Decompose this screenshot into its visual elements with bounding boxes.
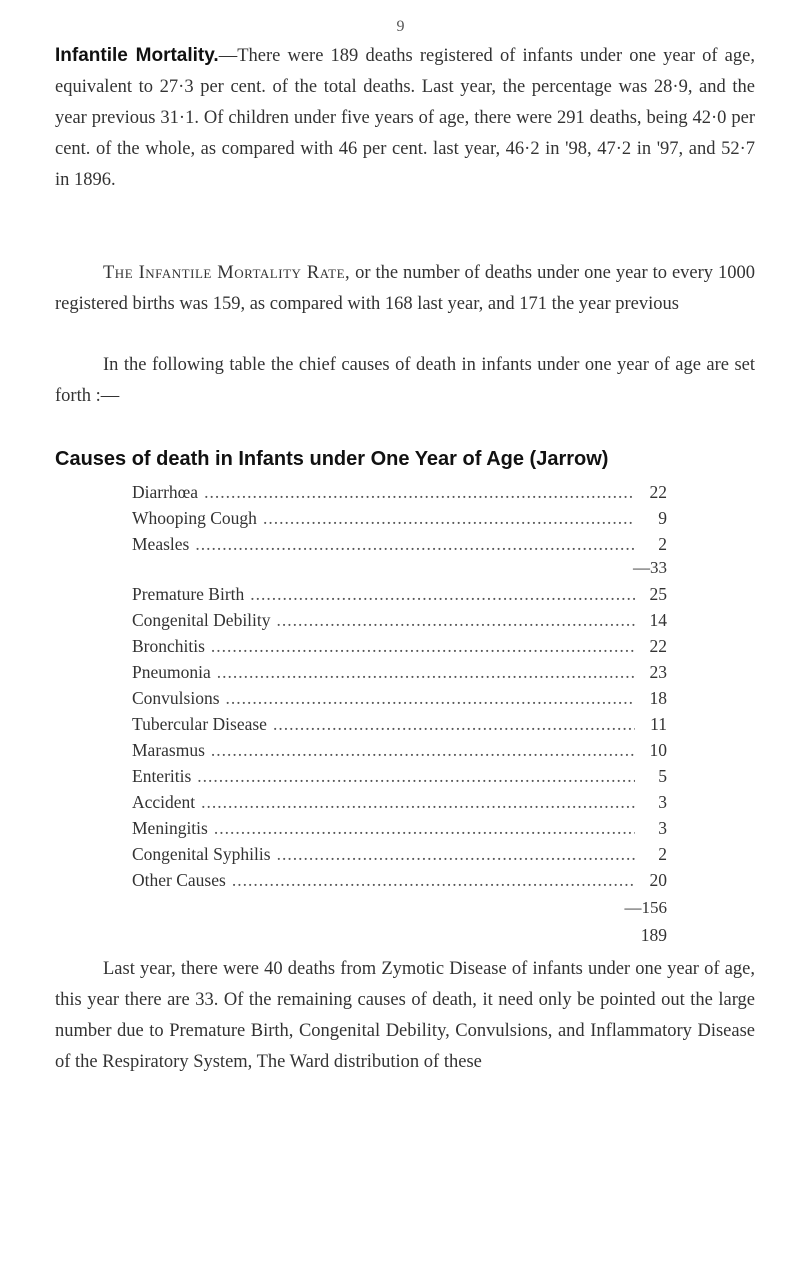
cause-value: 20 <box>649 870 667 890</box>
cause-value: 22 <box>649 482 667 502</box>
leader-dots <box>204 482 635 503</box>
cause-label: Bronchitis <box>132 636 205 656</box>
rate-lead: The Infantile Mortality Rate, <box>103 263 351 283</box>
cause-label: Accident <box>132 792 196 812</box>
cause-label: Pneumonia <box>132 662 211 682</box>
table-row <box>132 662 667 684</box>
page-number: 9 <box>396 18 405 35</box>
cause-value: 9 <box>658 508 667 528</box>
table-row <box>132 844 667 866</box>
table-row <box>132 482 667 504</box>
cause-value: 3 <box>658 818 667 838</box>
cause-label: Other Causes <box>132 870 226 890</box>
paragraph-text: In the following table the chief causes of death in infants under one year of age are set forth :— <box>55 355 755 406</box>
group2-subtotal: —156 <box>624 898 667 917</box>
table-row <box>132 636 667 658</box>
cause-label: Diarrhœa <box>132 482 199 502</box>
cause-label: Premature Birth <box>132 584 245 604</box>
leader-dots <box>250 584 635 605</box>
paragraph-infantile-mortality <box>55 40 755 196</box>
table-row <box>132 766 667 788</box>
cause-label: Congenital Syphilis <box>132 844 271 864</box>
leader-dots <box>195 534 635 555</box>
paragraph-text: Last year, there were 40 deaths from Zymotic Disease of infants under one year of age, this year there are 33. Of the remaining causes of death, it need only be pointed out the large number due to Premature Birth, Congenital Debility, Convulsions, and Inflammatory Disease of the Respiratory System, The Ward distribution of these <box>55 959 755 1072</box>
cause-label: Meningitis <box>132 818 208 838</box>
section-heading: Infantile Mortality. <box>55 45 219 66</box>
leader-dots <box>277 610 635 631</box>
cause-value: 22 <box>649 636 667 656</box>
cause-value: 10 <box>649 740 667 760</box>
leader-dots <box>217 662 635 683</box>
cause-value: 11 <box>650 714 667 734</box>
leader-dots <box>214 818 635 839</box>
table-row <box>132 740 667 762</box>
cause-label: Tubercular Disease <box>132 714 267 734</box>
cause-label: Convulsions <box>132 688 220 708</box>
table-row <box>132 534 667 556</box>
table-row <box>132 610 667 632</box>
cause-label: Measles <box>132 534 190 554</box>
cause-value: 2 <box>658 534 667 554</box>
leader-dots <box>277 844 635 865</box>
cause-value: 5 <box>658 766 667 786</box>
leader-dots <box>201 792 635 813</box>
cause-label: Marasmus <box>132 740 205 760</box>
cause-value: 3 <box>658 792 667 812</box>
paragraph-text: —There were 189 deaths registered of infants under one year of age, equivalent to 27·3 per cent. of the total deaths. Last year, the percentage was 28·9, and the year previous 31·1. Of children under five years of age, there were 291 deaths, being 42·0 per cent. of the whole, as compared with 46 per cent. last year, 46·2 in '98, 47·2 in '97, and 52·7 in 1896. <box>55 46 755 190</box>
table-row <box>132 818 667 840</box>
cause-value: 2 <box>658 844 667 864</box>
leader-dots <box>263 508 635 529</box>
group1-subtotal: —33 <box>633 558 667 577</box>
table-row <box>132 714 667 736</box>
leader-dots <box>211 636 635 657</box>
paragraph-table-intro <box>55 350 755 412</box>
leader-dots <box>197 766 635 787</box>
leader-dots <box>232 870 635 891</box>
paragraph-zymotic <box>55 954 755 1078</box>
cause-value: 14 <box>649 610 667 630</box>
paragraph-mortality-rate <box>55 258 755 320</box>
cause-value: 25 <box>649 584 667 604</box>
table-row <box>132 584 667 606</box>
cause-label: Enteritis <box>132 766 192 786</box>
paragraph-text: or the number of deaths under one year to every 1000 registered births was 159, as compared with 168 last year, and 171 the year previous <box>55 263 755 314</box>
table-row <box>132 508 667 530</box>
leader-dots <box>211 740 635 761</box>
cause-value: 18 <box>649 688 667 708</box>
cause-label: Whooping Cough <box>132 508 257 528</box>
table-title: Causes of death in Infants under One Year of Age (Jarrow) <box>55 448 609 470</box>
cause-value: 23 <box>649 662 667 682</box>
grand-total: 189 <box>640 925 667 945</box>
table-row <box>132 688 667 710</box>
table-row <box>132 870 667 892</box>
cause-label: Congenital Debility <box>132 610 271 630</box>
table-row <box>132 792 667 814</box>
leader-dots <box>273 714 635 735</box>
leader-dots <box>226 688 635 709</box>
